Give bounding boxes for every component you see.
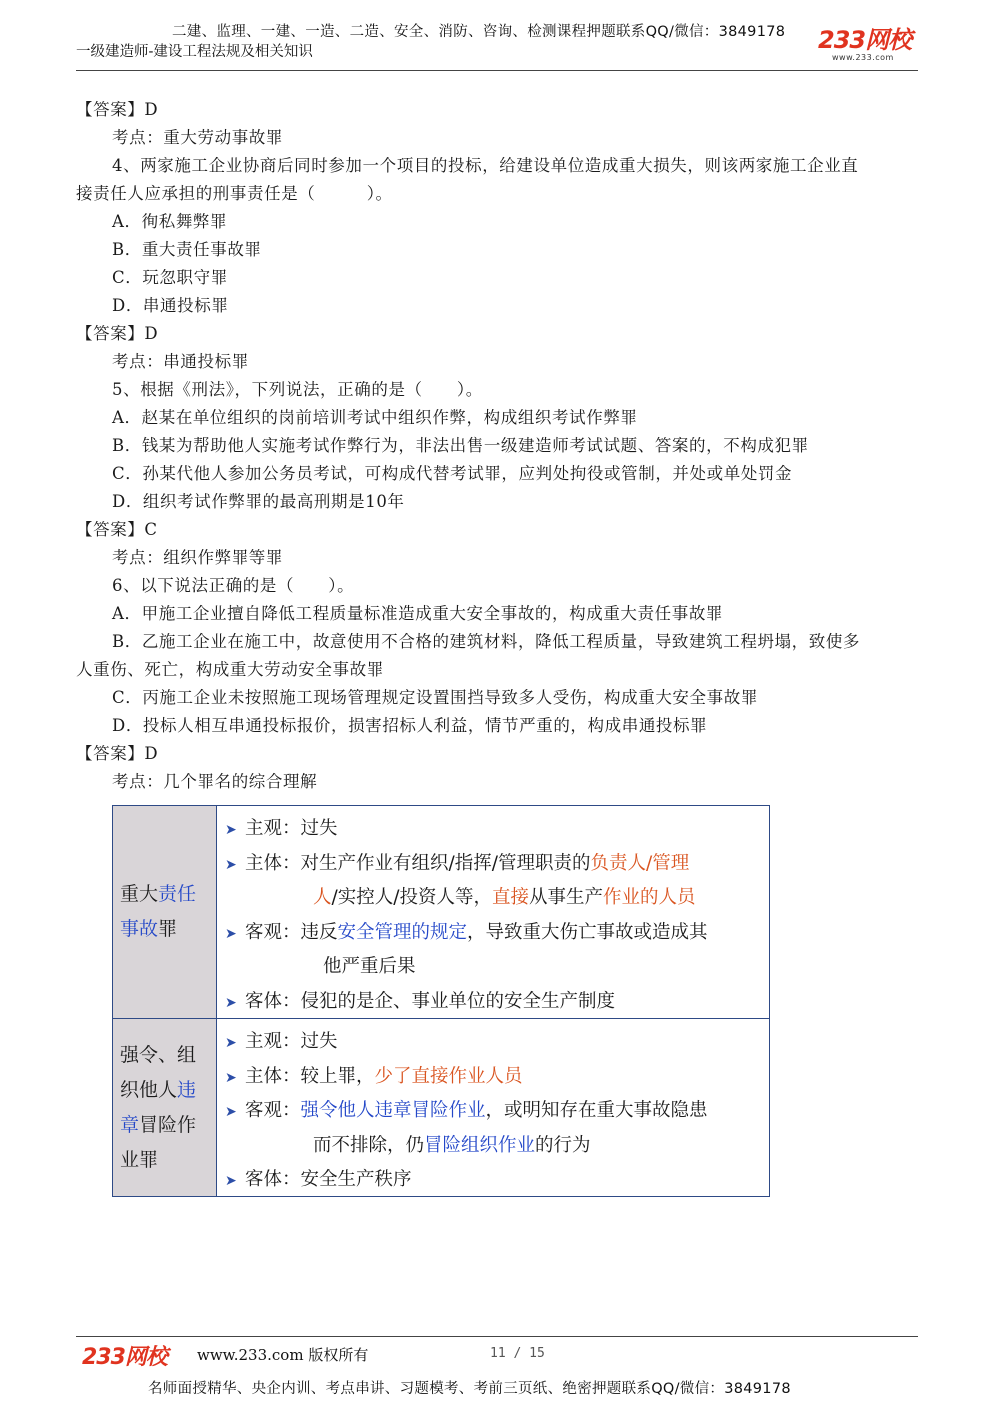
page-number: 11 / 15 [490, 1346, 545, 1361]
bullet-object: ➤ 客体：安全生产秩序 [225, 1163, 763, 1198]
text-line-kp4: 考点：串通投标罪 [112, 352, 249, 371]
crime-name-cell [113, 806, 217, 1018]
arrow-bullet-icon: ➤ [225, 1173, 237, 1190]
table-row-major-accident [113, 806, 769, 1019]
arrow-bullet-icon: ➤ [225, 925, 237, 942]
bullet-subject: ➤ 主体：较上罪，少了直接作业人员 [225, 1060, 763, 1095]
bullet-objective: ➤ 客观：强令他人违章冒险作业，或明知存在重大事故隐患 [225, 1094, 763, 1129]
text-line-q4a: 4、两家施工企业协商后同时参加一个项目的投标，给建设单位造成重大损失，则该两家施工企业直 [112, 156, 859, 175]
arrow-bullet-icon: ➤ [225, 1035, 237, 1051]
text-line-q4D: D．串通投标罪 [112, 296, 229, 315]
text-line-q6: 6、以下说法正确的是（ ）。 [112, 576, 355, 595]
crime-name-highlight: 违 [177, 1078, 197, 1101]
text-line-q5B: B．钱某为帮助他人实施考试作弊行为，非法出售一级建造师考试试题、答案的，不构成犯罪 [112, 436, 809, 455]
text-line-q6A: A．甲施工企业擅自降低工程质量标准造成重大安全事故的，构成重大责任事故罪 [112, 604, 724, 623]
text-line-ans5: 【答案】C [76, 520, 158, 539]
header-rule [76, 70, 918, 71]
bullet-objective: ➤ 客观：违反安全管理的规定，导致重大伤亡事故或造成其 [225, 916, 763, 951]
logo-url: www.233.com [832, 53, 894, 62]
crime-name-highlight: 责任 [158, 883, 197, 905]
text-line-q4C: C．玩忽职守罪 [112, 268, 228, 287]
text-line-ans6: 【答案】D [76, 744, 159, 763]
text-line-q6D: D．投标人相互串通投标报价，损害招标人利益，情节严重的，构成串通投标罪 [112, 716, 708, 735]
arrow-bullet-icon: ➤ [225, 822, 237, 838]
footer-copyright: www.233.com 版权所有 [197, 1346, 369, 1364]
text-line-q5C: C．孙某代他人参加公务员考试，可构成代替考试罪，应判处拘役或管制，并处或单处罚金 [112, 464, 793, 483]
header-subtitle: 一级建造师-建设工程法规及相关知识 [76, 44, 313, 60]
text-line-ans3: 【答案】D [76, 100, 159, 119]
text-line-q4b: 接责任人应承担的刑事责任是（ ）。 [76, 184, 393, 203]
crime-name-text: 业罪 [120, 1148, 159, 1171]
crime-name-cell [113, 1019, 217, 1196]
bullet-objective-cont: 他严重后果 [323, 956, 416, 978]
bullet-subjective: ➤ 主观：过失 [225, 812, 763, 847]
crime-name-text: 织他人 [120, 1078, 178, 1101]
logo-text: 233网校 [818, 26, 912, 54]
text-line-q6C: C．丙施工企业未按照施工现场管理规定设置围挡导致多人受伤，构成重大安全事故罪 [112, 688, 758, 707]
crime-detail-cell [225, 812, 763, 1020]
crime-name-text: 重大 [120, 883, 159, 905]
crime-detail-cell [225, 1025, 763, 1198]
arrow-bullet-icon: ➤ [225, 994, 237, 1011]
bullet-subject: ➤ 主体：对生产作业有组织/指挥/管理职责的负责人/管理 [225, 847, 763, 882]
arrow-bullet-icon: ➤ [225, 1069, 237, 1086]
footer-rule [76, 1336, 918, 1337]
bullet-object: ➤ 客体：侵犯的是企、事业单位的安全生产制度 [225, 985, 763, 1020]
text-line-kp6: 考点：几个罪名的综合理解 [112, 772, 318, 791]
text-line-q5: 5、根据《刑法》，下列说法，正确的是（ ）。 [112, 380, 483, 399]
text-line-q5A: A．赵某在单位组织的岗前培训考试中组织作弊，构成组织考试作弊罪 [112, 408, 638, 427]
bullet-subjective: ➤ 主观：过失 [225, 1025, 763, 1060]
crime-name-highlight: 章 [120, 1113, 140, 1136]
table-row-forced-risk [113, 1019, 769, 1196]
header-promo: 二建、监理、一建、一造、二造、安全、消防、咨询、检测课程押题联系QQ/微信：3849178 [172, 24, 786, 40]
bullet-objective-cont: 而不排除，仍冒险组织作业的行为 [313, 1134, 591, 1156]
text-line-q6Bb: 人重伤、死亡，构成重大劳动安全事故罪 [76, 660, 384, 679]
knowledge-table [112, 805, 770, 1197]
crime-name-highlight: 事故 [120, 918, 159, 940]
text-line-kp5: 考点：组织作弊罪等罪 [112, 548, 283, 567]
text-line-kp3: 考点：重大劳动事故罪 [112, 128, 283, 147]
logo-top[interactable] [818, 28, 918, 64]
text-line-q4B: B．重大责任事故罪 [112, 240, 262, 259]
text-line-q6Ba: B．乙施工企业在施工中，故意使用不合格的建筑材料，降低工程质量，导致建筑工程坍塌，致使多 [112, 632, 861, 651]
text-line-q5D: D．组织考试作弊罪的最高刑期是10年 [112, 492, 405, 511]
crime-name-text: 冒险作 [139, 1113, 197, 1136]
footer-logo[interactable]: 233网校 [82, 1345, 167, 1370]
text-line-q4A: A．徇私舞弊罪 [112, 212, 228, 231]
arrow-bullet-icon: ➤ [225, 856, 237, 873]
text-line-ans4: 【答案】D [76, 324, 159, 343]
arrow-bullet-icon: ➤ [225, 1104, 237, 1121]
crime-name-text: 罪 [158, 918, 178, 940]
footer-promo: 名师面授精华、央企内训、考点串讲、习题模考、考前三页纸、绝密押题联系QQ/微信：3849178 [148, 1381, 791, 1397]
document-body [76, 96, 936, 796]
crime-name-text: 强令、组 [120, 1043, 197, 1066]
bullet-subject-cont: 人/实控人/投资人等，直接从事生产作业的人员 [313, 887, 696, 909]
